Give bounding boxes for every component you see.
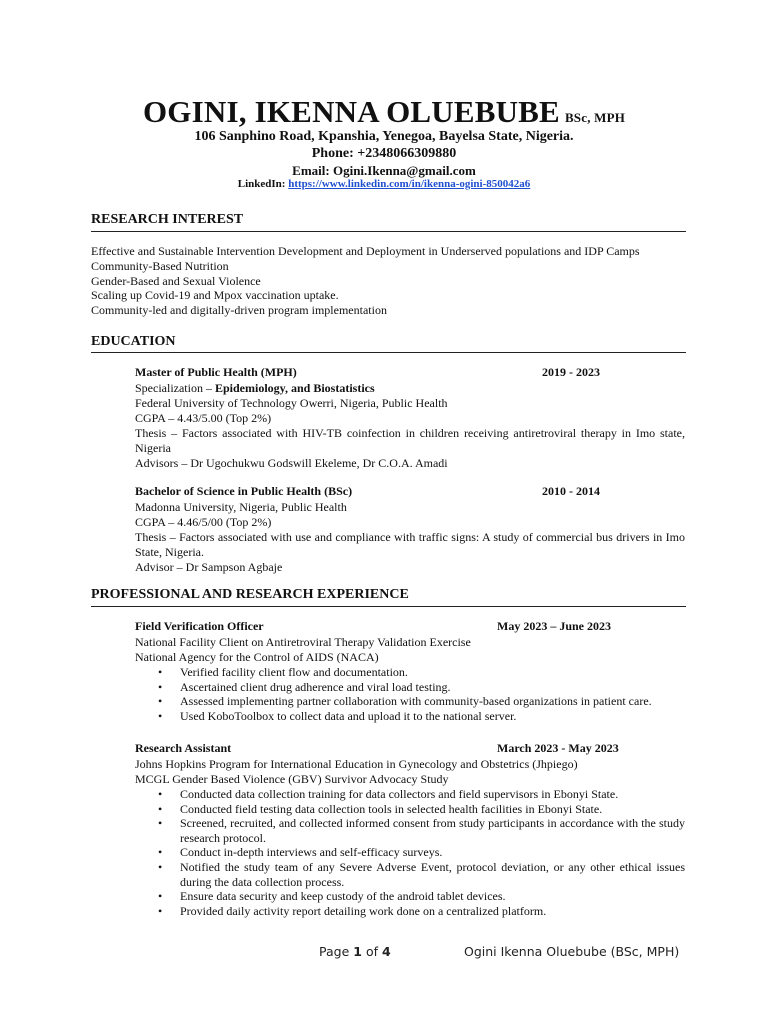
bullet-dot: • (158, 679, 163, 694)
entry-title-row (135, 484, 685, 500)
bullet-item (135, 694, 685, 709)
job-title: Research Assistant (135, 741, 232, 755)
bullet-item (135, 665, 685, 680)
linkedin-label: LinkedIn: (237, 178, 286, 190)
footer-author: Ogini Ikenna Oluebube (BSc, MPH) (464, 944, 680, 959)
school-line: Federal University of Technology Owerri, Nigeria, Public Health (135, 396, 448, 410)
bullet-dot: • (158, 816, 163, 831)
thesis-line: Thesis – Factors associated with HIV-TB coinfection in children receiving antiretroviral therapy in Imo state, Nigeria (135, 426, 685, 455)
bullet-dot: • (158, 859, 163, 874)
cgpa-line: CGPA – 4.43/5.00 (Top 2%) (135, 411, 272, 425)
specialization-line (135, 381, 685, 396)
bullet-text: Provided daily activity report detailing work done on a centralized platform. (180, 903, 547, 918)
job-dates: May 2023 – June 2023 (497, 619, 611, 633)
education-entry-mph (135, 365, 685, 471)
section-divider (91, 352, 686, 353)
job-org-line: Johns Hopkins Program for International Education in Gynecology and Obstetrics (Jhpiego) (135, 757, 578, 771)
bullet-dot: • (158, 801, 163, 816)
specialization-value: Epidemiology, and Biostatistics (214, 381, 375, 395)
page-number (319, 944, 391, 959)
bullet-dot: • (158, 845, 163, 860)
bullet-item (135, 802, 685, 817)
job-dates: March 2023 - May 2023 (497, 741, 619, 755)
advisors-line: Advisors – Dr Ugochukwu Godswill Ekeleme, Dr C.O.A. Amadi (135, 456, 448, 470)
job-project-line: National Facility Client on Antiretroviral Therapy Validation Exercise (135, 635, 471, 649)
page-label: Page (319, 944, 350, 959)
experience-entry-research-assistant (135, 741, 685, 918)
entry-title-row (135, 619, 685, 635)
candidate-name (0, 94, 768, 130)
job-title: Field Verification Officer (135, 619, 264, 633)
page-of: of (365, 944, 378, 959)
bullet-dot: • (158, 787, 163, 801)
page-current: 1 (353, 944, 362, 959)
name-text: OGINI, IKENNA OLUEBUBE (142, 94, 560, 129)
credentials-text: BSc, MPH (564, 110, 626, 125)
bullet-dot: • (158, 903, 163, 918)
page-total: 4 (381, 944, 391, 959)
bullet-text: Conducted data collection training for data collectors and field supervisors in Ebonyi State. (180, 787, 619, 801)
bullet-text: Used KoboToolbox to collect data and upload it to the national server. (180, 708, 517, 723)
degree-title: Master of Public Health (MPH) (135, 365, 297, 379)
thesis-line: Thesis – Factors associated with use and compliance with traffic signs: A study of commercial bus drivers in Imo State, Nigeria. (135, 530, 685, 559)
research-item: Community-led and digitally-driven program implementation (91, 303, 387, 318)
bullet-text: Notified the study team of any Severe Adverse Event, protocol deviation, or any other ethical issues during the data collection process. (180, 859, 685, 889)
bullet-dot: • (158, 708, 163, 723)
linkedin-link[interactable]: https://www.linkedin.com/in/ikenna-ogini-850042a6 (288, 178, 531, 190)
bullet-item (135, 816, 685, 845)
bullet-item (135, 845, 685, 860)
research-item: Scaling up Covid-19 and Mpox vaccination uptake. (91, 288, 339, 303)
job-bullets (135, 665, 685, 723)
entry-title-row (135, 365, 685, 381)
bullet-item (135, 904, 685, 919)
bullet-item (135, 709, 685, 724)
education-heading: EDUCATION (91, 334, 176, 349)
cgpa-line: CGPA – 4.46/5/00 (Top 2%) (135, 515, 272, 529)
research-item: Gender-Based and Sexual Violence (91, 273, 261, 288)
bullet-dot: • (158, 665, 163, 679)
research-item: Effective and Sustainable Intervention Development and Deployment in Underserved populations and IDP Camps (91, 244, 640, 258)
school-line: Madonna University, Nigeria, Public Health (135, 500, 347, 514)
research-interest-heading: RESEARCH INTEREST (91, 212, 244, 227)
phone-line: Phone: +2348066309880 (311, 146, 457, 161)
entry-title-row (135, 741, 685, 757)
bullet-text: Ensure data security and keep custody of the android tablet devices. (180, 889, 506, 904)
section-divider (91, 606, 686, 607)
bullet-item (135, 860, 685, 889)
bullet-text: Ascertained client drug adherence and viral load testing. (180, 679, 451, 694)
research-item: Community-Based Nutrition (91, 258, 229, 273)
experience-entry-field-verification (135, 619, 685, 723)
degree-title: Bachelor of Science in Public Health (BSc) (135, 484, 353, 498)
degree-dates: 2010 - 2014 (542, 484, 600, 498)
bullet-text: Conducted field testing data collection tools in selected health facilities in Ebonyi State. (180, 801, 603, 816)
section-divider (91, 231, 686, 232)
bullet-item (135, 889, 685, 904)
job-project-line: MCGL Gender Based Violence (GBV) Survivor Advocacy Study (135, 772, 449, 786)
address-line: 106 Sanphino Road, Kpanshia, Yenegoa, Bayelsa State, Nigeria. (194, 129, 574, 144)
experience-heading: PROFESSIONAL AND RESEARCH EXPERIENCE (91, 587, 409, 602)
bullet-item (135, 787, 685, 802)
bullet-text: Verified facility client flow and documentation. (180, 665, 408, 679)
bullet-item (135, 680, 685, 695)
research-interest-list (91, 244, 640, 318)
bullet-dot: • (158, 889, 163, 904)
education-entry-bsc (135, 484, 685, 575)
advisor-line: Advisor – Dr Sampson Agbaje (135, 560, 283, 574)
specialization-label: Specialization – (135, 381, 215, 395)
degree-dates: 2019 - 2023 (542, 365, 600, 379)
bullet-text: Assessed implementing partner collaboration with community-based organizations in patient care. (180, 694, 652, 709)
bullet-text: Conduct in-depth interviews and self-efficacy surveys. (180, 845, 443, 860)
job-org-line: National Agency for the Control of AIDS (NACA) (135, 650, 379, 664)
linkedin-line (0, 178, 768, 190)
email-line: Email: Ogini.Ikenna@gmail.com (292, 163, 476, 178)
job-bullets (135, 787, 685, 918)
bullet-text: Screened, recruited, and collected informed consent from study participants in accordance with the study research protocol. (180, 816, 685, 845)
bullet-dot: • (158, 694, 163, 709)
